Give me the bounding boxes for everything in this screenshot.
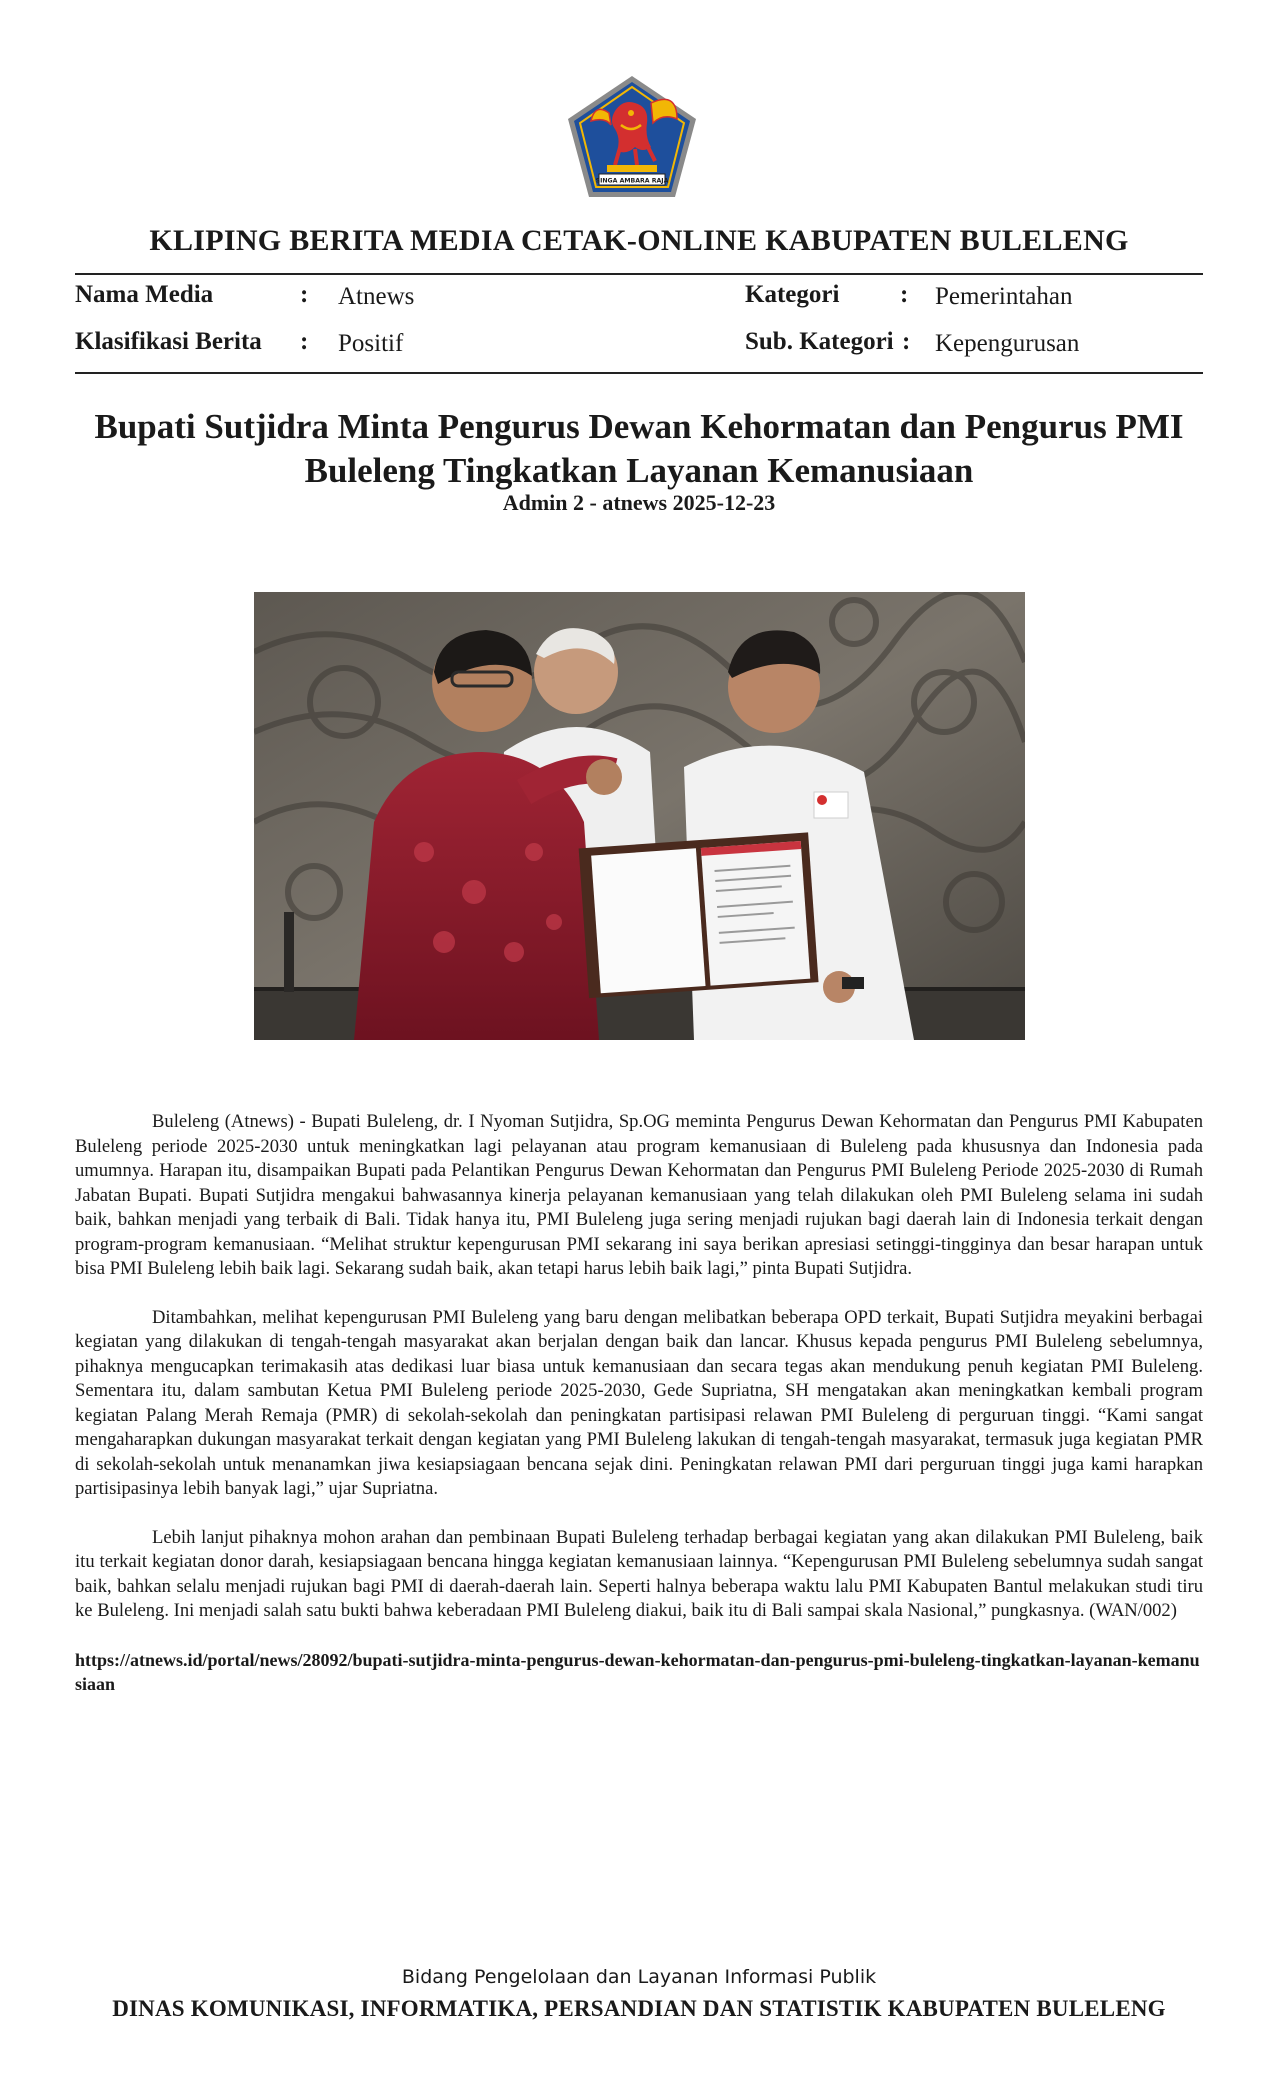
nama-media-value: Atnews <box>338 283 415 310</box>
article-paragraph: Lebih lanjut pihaknya mohon arahan dan pembinaan Bupati Buleleng terhadap berbagai kegiatan yang akan dilakukan PMI Buleleng, baik itu terkait kegiatan donor darah, kesiapsiagaan bencana hingga kegiatan kemanusiaan lainnya. “Kepengurusan PMI Buleleng sebelumnya sudah sangat baik, bahkan selalu menjadi rujukan bagi PMI di daerah-daerah lain. Seperti halnya beberapa waktu lalu PMI Kabupaten Bantul melakukan studi tiru ke Buleleng. Ini menjadi salah satu bukti bahwa keberadaan PMI Buleleng diakui, baik itu di Bali sampai skala Nasional,” pungkasnya. (WAN/002) <box>75 1526 1203 1621</box>
header-divider-top <box>75 273 1203 275</box>
source-url: https://atnews.id/portal/news/28092/bupati-sutjidra-minta-pengurus-dewan-kehormatan-dan-pengurus-pmi-buleleng-tingkatkan-layanan-kemanusiaan <box>75 1649 1200 1694</box>
kategori-value: Pemerintahan <box>935 283 1073 310</box>
article-paragraph: Buleleng (Atnews) - Bupati Buleleng, dr. I Nyoman Sutjidra, Sp.OG meminta Pengurus Dewan Kehormatan dan Pengurus PMI Kabupaten Buleleng periode 2025-2030 untuk meningkatkan lagi pelayanan atau program kemanusiaan di Buleleng pada khususnya dan Indonesia pada umumnya. Harapan itu, disampaikan Bupati pada Pelantikan Pengurus Dewan Kehormatan dan Pengurus PMI Buleleng Periode 2025-2030 di Rumah Jabatan Bupati. Bupati Sutjidra mengakui bahwasannya kinerja pelayanan kemanusiaan yang telah dilakukan oleh PMI Buleleng selama ini sudah baik, bahkan menjadi yang terbaik di Bali. Tidak hanya itu, PMI Buleleng juga sering menjadi rujukan bagi daerah lain di Indonesia terkait dengan program-program kemanusiaan. “Melihat struktur kepengurusan PMI sekarang ini saya berikan apresiasi setinggi-tingginya dan besar harapan untuk bisa PMI Buleleng lebih baik lagi. Sekarang sudah baik, akan tetapi harus lebih baik lagi,” pinta Bupati Sutjidra. <box>75 1111 1203 1279</box>
meta-colon: : <box>902 328 911 355</box>
sub-kategori-label: Sub. Kategori <box>745 328 894 355</box>
header-divider-bottom <box>75 372 1203 374</box>
klasifikasi-value: Positif <box>338 330 404 357</box>
klasifikasi-label: Klasifikasi Berita <box>75 328 262 355</box>
meta-colon: : <box>300 328 309 355</box>
kategori-label: Kategori <box>745 281 840 308</box>
meta-colon: : <box>900 281 909 308</box>
footer-agency: DINAS KOMUNIKASI, INFORMATIKA, PERSANDIAN DAN STATISTIK KABUPATEN BULELENG <box>112 1996 1166 2021</box>
article-photo <box>254 592 1025 1040</box>
buleleng-crest-logo <box>565 73 699 201</box>
meta-colon: : <box>300 281 309 308</box>
clipping-header-title: KLIPING BERITA MEDIA CETAK-ONLINE KABUPATEN BULELENG <box>149 224 1129 257</box>
article-headline: Bupati Sutjidra Minta Pengurus Dewan Kehormatan dan Pengurus PMI Buleleng Tingkatkan Layanan Kemanusiaan <box>94 407 1184 490</box>
sub-kategori-value: Kepengurusan <box>935 330 1080 357</box>
footer-division: Bidang Pengelolaan dan Layanan Informasi Publik <box>401 1966 877 1988</box>
article-paragraph: Ditambahkan, melihat kepengurusan PMI Buleleng yang baru dengan melibatkan beberapa OPD terkait, Bupati Sutjidra meyakini berbagai kegiatan yang dilakukan di tengah-tengah masyarakat akan berjalan dengan baik dan lancar. Khusus kepada pengurus PMI Buleleng sebelumnya, pihaknya mengucapkan terimakasih atas dedikasi luar biasa untuk kemanusiaan dan secara tegas akan mendukung penuh kegiatan PMI Buleleng. Sementara itu, dalam sambutan Ketua PMI Buleleng periode 2025-2030, Gede Supriatna, SH mengatakan akan meningkatkan kembali program kegiatan Palang Merah Remaja (PMR) di sekolah-sekolah dan peningkatan partisipasi relawan PMI Buleleng di perguruan tinggi. “Kami sangat mengaharapkan dukungan masyarakat terkait dengan kegiatan yang PMI Buleleng lakukan di tengah-tengah masyarakat, termasuk juga kegiatan PMR di sekolah-sekolah untuk menanamkan jiwa kesiapsiagaan bencana sejak dini. Peningkatan relawan PMI dari perguruan tinggi juga kami harapkan partisipasinya lebih banyak lagi,” ujar Supriatna. <box>75 1306 1203 1499</box>
logo-motto: SINGA AMBARA RAJA <box>595 177 669 185</box>
nama-media-label: Nama Media <box>75 281 214 308</box>
article-byline: Admin 2 - atnews 2025-12-23 <box>502 490 776 515</box>
article-body <box>75 1110 1203 1721</box>
